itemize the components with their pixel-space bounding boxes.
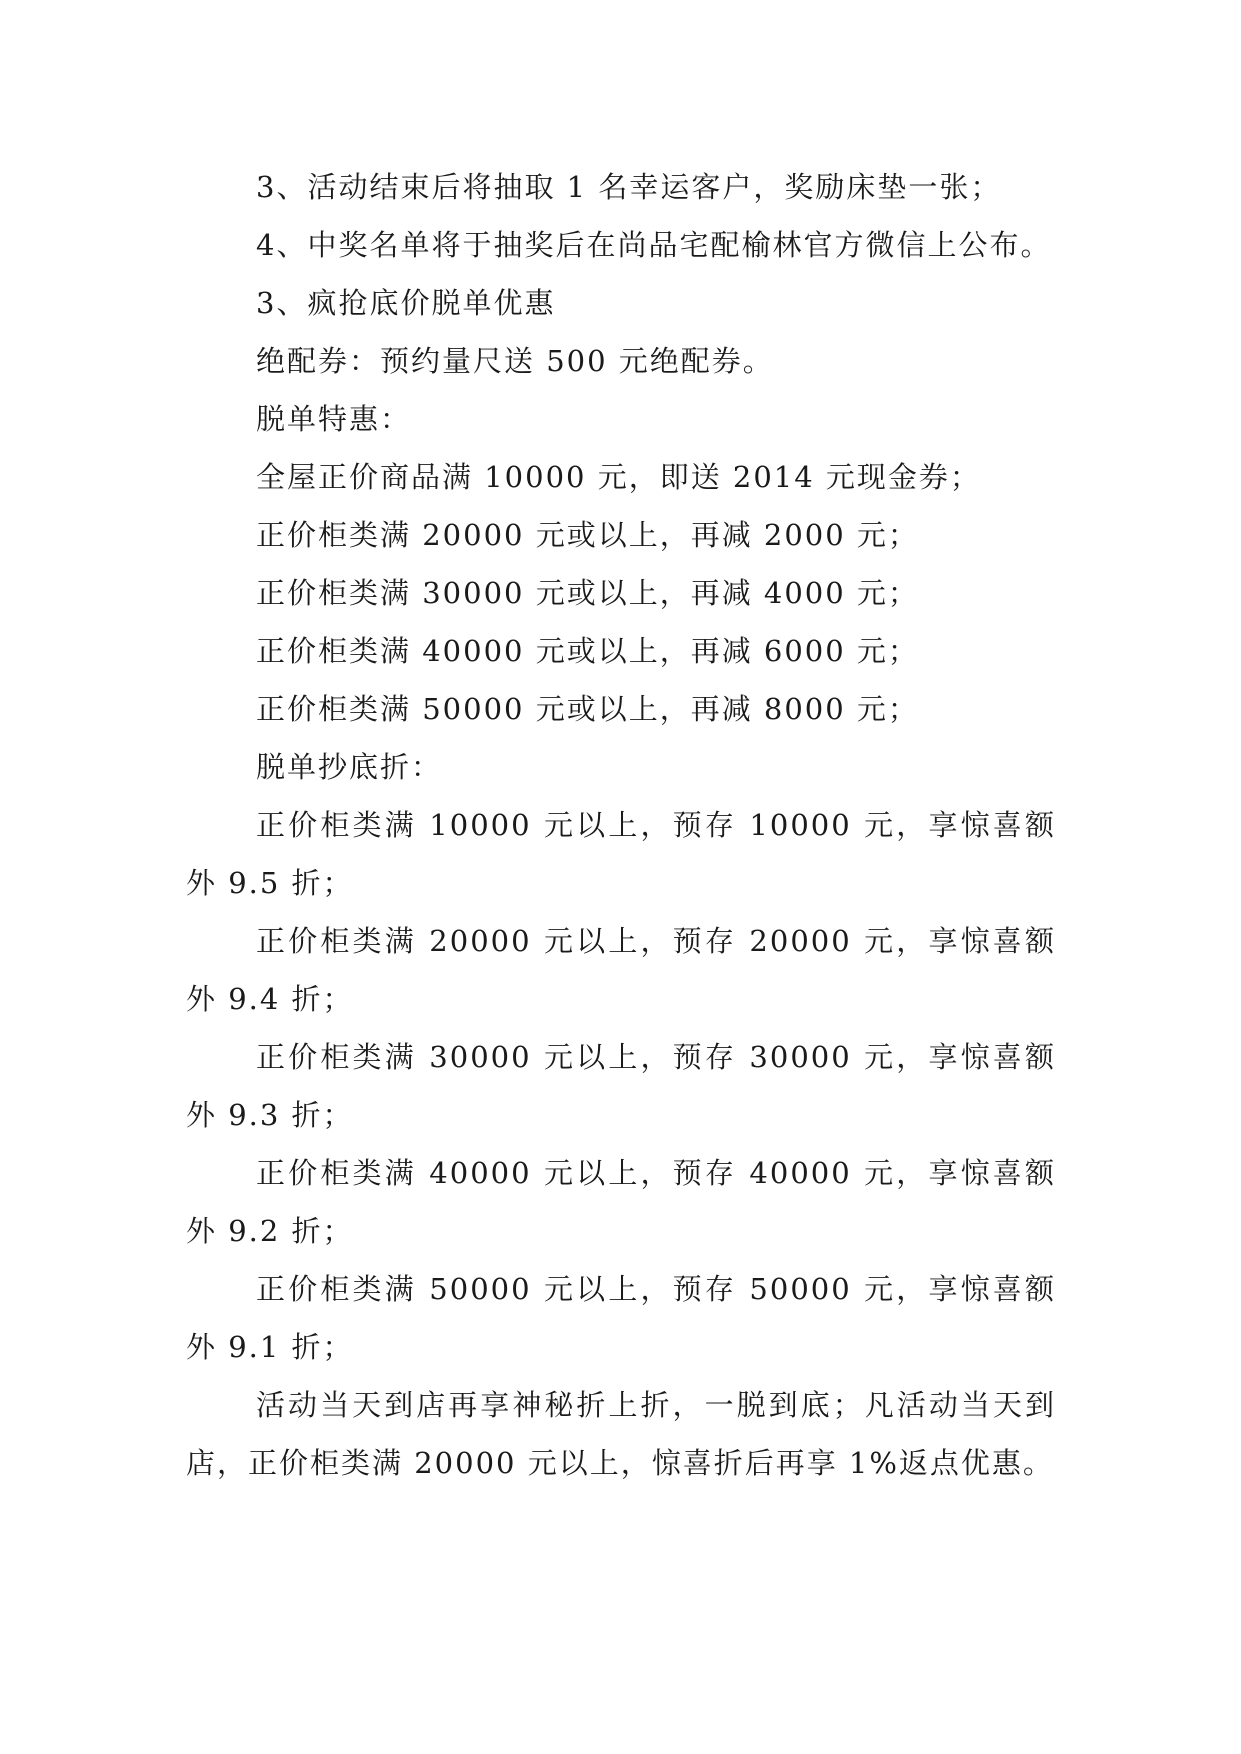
paragraph-discount-item: 正价柜类满 20000 元以上，预存 20000 元，享惊喜额外 9.4 折； — [186, 924, 1056, 1016]
paragraph-discount-item: 正价柜类满 40000 元以上，预存 40000 元，享惊喜额外 9.2 折； — [186, 1156, 1056, 1248]
paragraph-offer-item: 正价柜类满 50000 元或以上，再减 8000 元； — [256, 692, 919, 726]
paragraph-discount-item: 正价柜类满 50000 元以上，预存 50000 元，享惊喜额外 9.1 折； — [186, 1272, 1056, 1364]
paragraph-event-day-offer: 活动当天到店再享神秘折上折，一脱到底；凡活动当天到店，正价柜类满 20000 元以上，惊喜折后再享 1%返点优惠。 — [186, 1388, 1056, 1480]
paragraph-offer-item: 正价柜类满 30000 元或以上，再减 4000 元； — [256, 576, 919, 610]
document-body — [186, 158, 1056, 1492]
paragraph-winner-announcement: 4、中奖名单将于抽奖后在尚品宅配榆林官方微信上公布。 — [256, 228, 1052, 262]
subheading-special-offer: 脱单特惠： — [256, 402, 412, 436]
paragraph-offer-item: 正价柜类满 40000 元或以上，再减 6000 元； — [256, 634, 919, 668]
section-heading-discount: 3、疯抢底价脱单优惠 — [256, 286, 556, 320]
paragraph-discount-item: 正价柜类满 30000 元以上，预存 30000 元，享惊喜额外 9.3 折； — [186, 1040, 1056, 1132]
paragraph-coupon: 绝配券：预约量尺送 500 元绝配券。 — [256, 344, 774, 378]
subheading-bottom-discount: 脱单抄底折： — [256, 750, 443, 784]
paragraph-lottery-rule: 3、活动结束后将抽取 1 名幸运客户，奖励床垫一张； — [256, 170, 1002, 204]
paragraph-offer-item: 全屋正价商品满 10000 元，即送 2014 元现金券； — [256, 460, 981, 494]
paragraph-discount-item: 正价柜类满 10000 元以上，预存 10000 元，享惊喜额外 9.5 折； — [186, 808, 1056, 900]
paragraph-offer-item: 正价柜类满 20000 元或以上，再减 2000 元； — [256, 518, 919, 552]
